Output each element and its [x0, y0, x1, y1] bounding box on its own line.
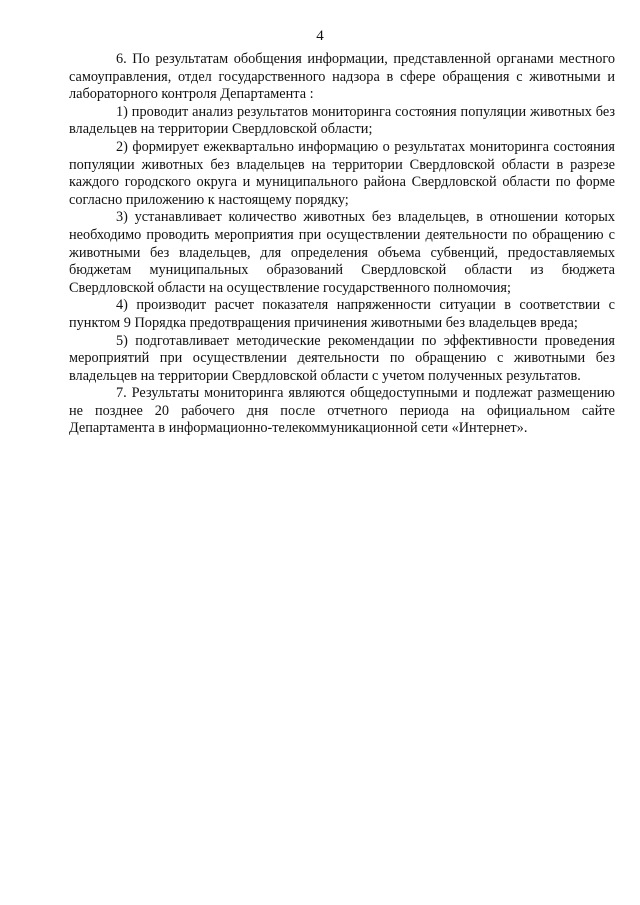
page-number: 4	[316, 28, 324, 44]
paragraph-subitem-2: 2) формирует ежеквартально информацию о результатах мониторинга состояния популяции животных без владельцев на территории Свердловской области в разрезе каждого городского округа и муниципального района Свердловской области по форме согласно приложению к настоящему порядку;	[69, 138, 615, 208]
paragraph-subitem-5: 5) подготавливает методические рекомендации по эффективности проведения мероприятий при осуществлении деятельности по обращению с животными без владельцев на территории Свердловской области с учетом полученных результатов.	[69, 332, 615, 384]
paragraph-item-6: 6. По результатам обобщения информации, представленной органами местного самоуправления, отдел государственного надзора в сфере обращения с животными и лабораторного контроля Департамента :	[69, 51, 615, 103]
paragraph-subitem-1: 1) проводит анализ результатов мониторинга состояния популяции животных без владельцев на территории Свердловской области;	[69, 103, 615, 138]
paragraph-item-7: 7. Результаты мониторинга являются общедоступными и подлежат размещению не позднее 20 рабочего дня после отчетного периода на официальном сайте Департамента в информационно-телекоммуникационной сети «Интернет».	[69, 385, 615, 437]
document-body	[69, 51, 615, 438]
paragraph-subitem-3: 3) устанавливает количество животных без владельцев, в отношении которых необходимо проводить мероприятия при осуществлении деятельности по обращению с животными без владельцев, для определения объема субвенций, предоставляемых бюджетам муниципальных образований Свердловской области из бюджета Свердловской области на осуществление государственного полномочия;	[69, 209, 615, 296]
paragraph-subitem-4: 4) производит расчет показателя напряженности ситуации в соответствии с пунктом 9 Порядка предотвращения причинения животными без владельцев вреда;	[69, 297, 615, 331]
